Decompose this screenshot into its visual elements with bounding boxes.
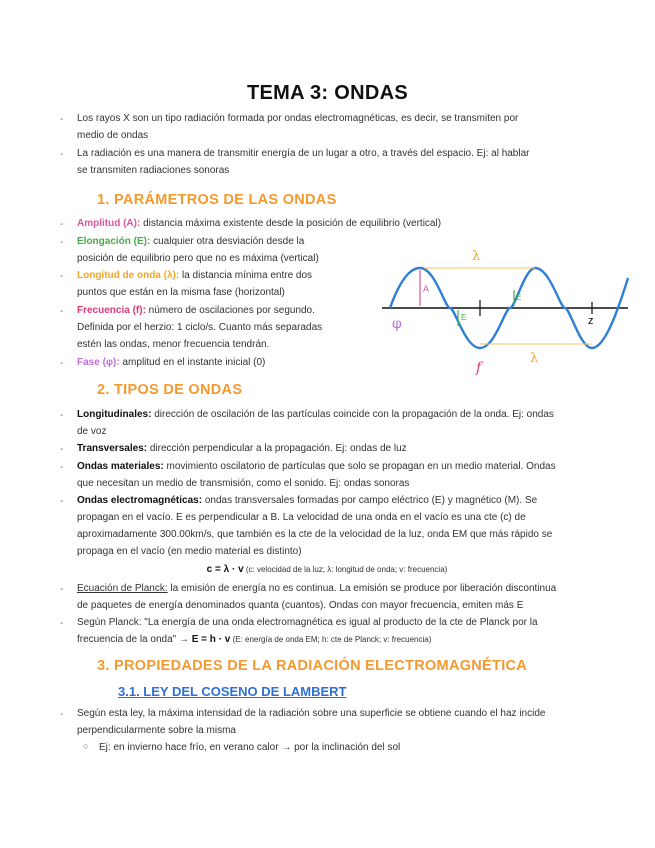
amplitude-label: A bbox=[423, 284, 430, 294]
bullet-dash: - bbox=[60, 709, 64, 720]
section2-heading: 2. TIPOS DE ONDAS bbox=[97, 382, 243, 398]
planck-term: Ecuación de Planck: bbox=[77, 583, 168, 594]
z-label: z bbox=[588, 315, 594, 327]
formula-e-note: (E: energía de onda EM; h: cte de Planck; v: frecuencia) bbox=[230, 635, 432, 644]
planck-item bbox=[77, 580, 556, 597]
elongacion-item bbox=[77, 233, 304, 250]
frecuencia-line3: estén las ondas, menor frecuencia tendrán. bbox=[77, 339, 270, 350]
em-text: ondas transversales formadas por campo eléctrico (E) y magnético (M). Se bbox=[202, 495, 538, 506]
formula-c-note: (c: velocidad de la luz; λ: longitud de onda; v: frecuencia) bbox=[243, 565, 448, 574]
materiales-text: movimiento oscilatorio de partículas que solo se propagan en un medio material. Ondas bbox=[163, 461, 556, 472]
em-line3: aproximadamente 300.00km/s, que también es la cte de la velocidad de la luz, onda EM que más rápido se bbox=[77, 529, 553, 540]
longitud-text: la distancia mínima entre dos bbox=[179, 270, 313, 281]
transversales-item bbox=[77, 440, 407, 457]
frecuencia-item bbox=[77, 302, 315, 319]
lambert-line2: perpendicularmente sobre la misma bbox=[77, 725, 236, 736]
bullet-dash: - bbox=[60, 149, 64, 160]
planck2-line1: Según Planck: "La energía de una onda electromagnética es igual al producto de la cte de Planck por la bbox=[77, 617, 538, 628]
bullet-dash: - bbox=[60, 271, 64, 282]
planck-text: la emisión de energía no es continua. La emisión se produce por liberación discontinua bbox=[167, 583, 557, 594]
lambert-example: Ej: en invierno hace frío, en verano calor → por la inclinación del sol bbox=[99, 742, 401, 753]
elongacion-term: Elongación (E): bbox=[77, 236, 151, 247]
frecuencia-term: Frecuencia (f): bbox=[77, 305, 146, 316]
frecuencia-line2: Definida por el herzio: 1 ciclo/s. Cuanto más separadas bbox=[77, 322, 323, 333]
longitudinales-line2: de voz bbox=[77, 426, 107, 437]
frecuencia-text: número de oscilaciones por segundo. bbox=[145, 305, 315, 316]
materiales-term: Ondas materiales: bbox=[77, 461, 164, 472]
planck2-line2 bbox=[77, 631, 431, 648]
planck-line2: de paquetes de energía denominados quanta (cuantos). Ondas con mayor frecuencia, emiten más E bbox=[77, 600, 524, 611]
lambda-bottom-label: λ bbox=[530, 351, 539, 366]
elongation-label-2: E bbox=[516, 293, 522, 302]
bullet-dash: - bbox=[60, 219, 64, 230]
amplitud-text: distancia máxima existente desde la posición de equilibrio (vertical) bbox=[140, 218, 442, 229]
bullet-dash: - bbox=[60, 358, 64, 369]
bullet-dash: - bbox=[60, 618, 64, 629]
em-term: Ondas electromagnéticas: bbox=[77, 495, 203, 506]
elongacion-text: cualquier otra desviación desde la bbox=[150, 236, 305, 247]
em-item bbox=[77, 492, 537, 509]
lambert-line1: Según esta ley, la máxima intensidad de la radiación sobre una superficie se obtiene cuando el haz incide bbox=[77, 708, 546, 719]
formula-e: E = h · v bbox=[191, 634, 231, 645]
longitud-line2: puntos que están en la misma fase (horizontal) bbox=[77, 287, 285, 298]
em-line2: propagan en el vacío. E es perpendicular a B. La velocidad de una onda en el vacío es una cte (c) de bbox=[77, 512, 526, 523]
longitudinales-text: dirección de oscilación de las partículas coincide con la propagación de la onda. Ej: ondas bbox=[151, 409, 554, 420]
lambda-top-label: λ bbox=[472, 249, 481, 264]
em-line4: propaga en el vacío (en medio material es distinto) bbox=[77, 546, 302, 557]
bullet-dash: - bbox=[60, 584, 64, 595]
amplitud-item bbox=[77, 215, 441, 232]
elongation-label-1: E bbox=[461, 313, 467, 322]
wave-diagram bbox=[380, 240, 635, 380]
intro-line-1: Los rayos X son un tipo radiación formada por ondas electromagnéticas, es decir, se transmiten por bbox=[77, 113, 519, 124]
bullet-dash: - bbox=[60, 462, 64, 473]
bullet-dash: - bbox=[60, 237, 64, 248]
materiales-line2: que necesitan un medio de transmisión, como el sonido. Ej: ondas sonoras bbox=[77, 478, 410, 489]
intro-line-2: medio de ondas bbox=[77, 130, 149, 141]
section1-heading: 1. PARÁMETROS DE LAS ONDAS bbox=[97, 192, 337, 208]
longitudinales-item bbox=[77, 406, 554, 423]
section3-heading: 3. PROPIEDADES DE LA RADIACIÓN ELECTROMAGNÉTICA bbox=[97, 658, 528, 674]
bullet-circle: ○ bbox=[83, 741, 89, 751]
longitud-term: Longitud de onda (λ): bbox=[77, 270, 180, 281]
frequency-label: f bbox=[476, 360, 482, 376]
bullet-dash: - bbox=[60, 496, 64, 507]
formula-c bbox=[77, 561, 577, 578]
transversales-text: dirección perpendicular a la propagación. Ej: ondas de luz bbox=[147, 443, 407, 454]
intro-line-4: se transmiten radiaciones sonoras bbox=[77, 165, 230, 176]
fase-item bbox=[77, 354, 265, 371]
planck2-line2-text: frecuencia de la onda" → bbox=[77, 634, 192, 645]
amplitud-term: Amplitud (A): bbox=[77, 218, 141, 229]
intro-line-3: La radiación es una manera de transmitir energía de un lugar a otro, a través del espacio. Ej: al hablar bbox=[77, 148, 530, 159]
longitud-item bbox=[77, 267, 312, 284]
bullet-dash: - bbox=[60, 410, 64, 421]
page-title: TEMA 3: ONDAS bbox=[247, 82, 408, 104]
transversales-term: Transversales: bbox=[77, 443, 148, 454]
elongacion-line2: posición de equilibrio pero que no es máxima (vertical) bbox=[77, 253, 319, 264]
bullet-dash: - bbox=[60, 444, 64, 455]
fase-term: Fase (φ): bbox=[77, 357, 120, 368]
fase-text: amplitud en el instante inicial (0) bbox=[119, 357, 266, 368]
materiales-item bbox=[77, 458, 556, 475]
bullet-dash: - bbox=[60, 114, 64, 125]
section3-subheading: 3.1. LEY DEL COSENO DE LAMBERT bbox=[118, 684, 347, 699]
longitudinales-term: Longitudinales: bbox=[77, 409, 152, 420]
bullet-dash: - bbox=[60, 306, 64, 317]
formula-c-expr: c = λ · v bbox=[206, 564, 244, 575]
phase-label: φ bbox=[392, 316, 402, 332]
